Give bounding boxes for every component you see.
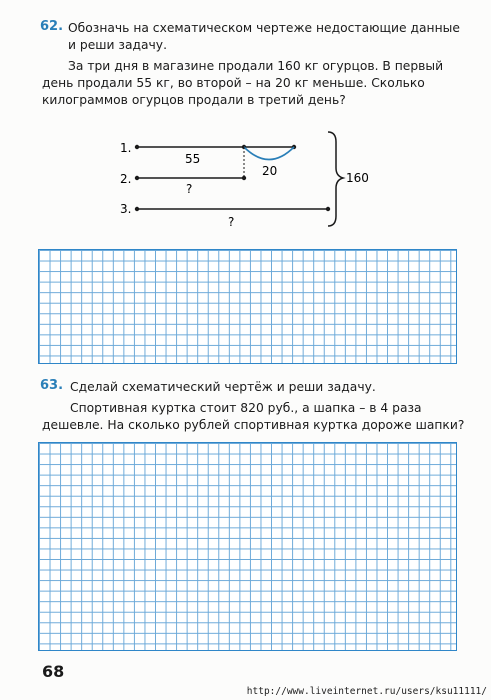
row3-label: 3. <box>120 202 132 216</box>
question-day2: ? <box>186 182 193 196</box>
task-62-instruction-line1: Обозначь на схематическом чертеже недостающие данные <box>68 21 460 35</box>
task-63-number: 63. <box>40 378 64 393</box>
row2-label: 2. <box>120 172 132 186</box>
label-20: 20 <box>262 164 278 178</box>
arc-difference <box>244 147 294 160</box>
row1-label: 1. <box>120 141 132 155</box>
schematic-diagram <box>110 128 380 238</box>
question-day3: ? <box>228 215 235 229</box>
segment-day1-start <box>135 145 139 149</box>
task-63-problem-line2: дешевле. На сколько рублей спортивная куртка дороже шапки? <box>42 418 465 432</box>
segment-day2-end <box>242 176 246 180</box>
watermark-url[interactable]: http://www.liveinternet.ru/users/ksu11111/ <box>246 686 487 697</box>
segment-day3-start <box>135 207 139 211</box>
task-63-instruction: Сделай схематический чертёж и реши задачу. <box>70 380 376 394</box>
task-62-problem-line3: килограммов огурцов продали в третий день? <box>42 93 346 107</box>
segment-day2-start <box>135 176 139 180</box>
task-62-problem-line2: день продали 55 кг, во второй – на 20 кг меньше. Сколько <box>42 76 425 90</box>
task-62-number: 62. <box>40 19 64 34</box>
answer-grid-63[interactable] <box>38 442 457 651</box>
answer-grid-62[interactable] <box>38 249 457 364</box>
segment-day3-end <box>326 207 330 211</box>
task-63-problem-line1: Спортивная куртка стоит 820 руб., а шапка – в 4 раза <box>70 401 422 415</box>
total-brace <box>328 132 343 226</box>
label-160: 160 <box>346 171 369 185</box>
task-62-problem-line1: За три дня в магазине продали 160 кг огурцов. В первый <box>68 59 444 73</box>
label-55: 55 <box>185 152 201 166</box>
page-number: 68 <box>42 662 65 681</box>
task-62-instruction-line2: и реши задачу. <box>68 38 167 52</box>
